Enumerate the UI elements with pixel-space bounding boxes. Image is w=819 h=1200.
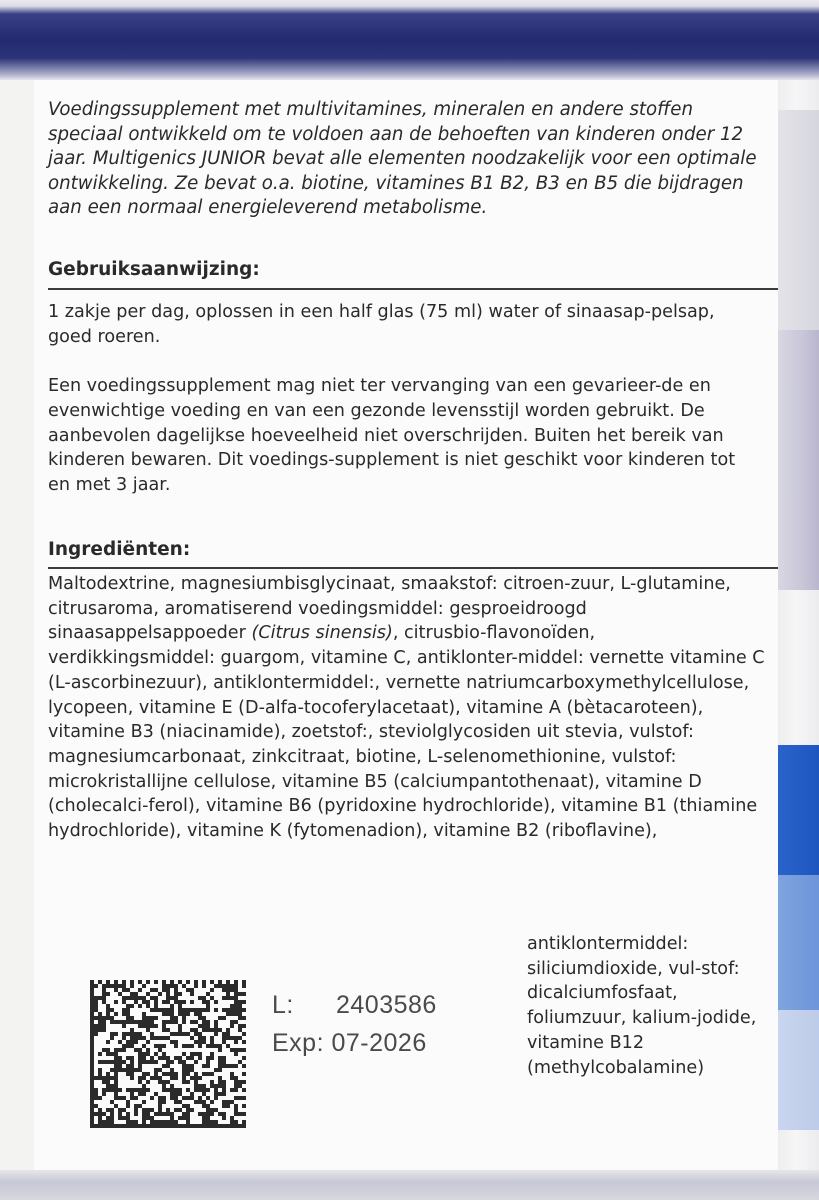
ingredients-latin-name: (Citrus sinensis) — [251, 623, 393, 644]
lot-number: 2403586 — [336, 991, 437, 1019]
side-stripe-mid-blue — [778, 875, 819, 1010]
usage-heading: Gebruiksaanwijzing: — [48, 259, 260, 280]
expiry-label: Exp: — [272, 1029, 325, 1057]
lot-number-row — [272, 986, 437, 1024]
side-stripe-pale-blue — [778, 1010, 819, 1130]
product-description: Voedingssupplement met multivitamines, mineralen en andere stoffen speciaal ontwikkeld om te voldoen aan de behoeften van kinderen onder 12 jaar. Multigenics JUNIOR bevat alle elementen noodzakelijk voor een optimale ontwikkeling. Ze bevat o.a. biotine, vitamines B1 B2, B3 en B5 die bijdragen aan een normaal energieleverend metabolisme. — [48, 99, 757, 218]
usage-warning: Een voedingssupplement mag niet ter vervanging van een gevarieer-de en evenwichtige voeding en van een gezonde levensstijl worden gebruikt. De aanbevolen dagelijkse hoeveelheid niet overschrijden. Buiten het bereik van kinderen bewaren. Dit voedings-supplement is niet geschikt voor kinderen tot en met 3 jaar. — [48, 376, 736, 496]
ingredients-text-2: , citrusbio-flavonoïden, verdikkingsmiddel: guargom, vitamine C, antiklonter-middel: vernette vitamine C (L-ascorbinezuur), antiklontermiddel:, vernette natriumcarboxymethylcellulose, lycopeen, vitamine E (D-alfa-tocoferylacetaat), vitamine A (bètacaroteen), vitamine B3 (niacinamide), zoetstof:, steviolglycosiden uit stevia, vulstof: magnesiumcarbonaat, zinkcitraat, biotine, L-selenomethionine, vulstof: microkristallijne cellulose, vitamine B5 (calciumpantothenaat), vitamine D (cholecalci-ferol), vitamine B6 (pyridoxine hydrochloride), vitamine B1 (thiamine hydrochloride), vitamine K (fytomenadion), vitamine B2 (riboflavine), — [48, 623, 765, 842]
ingredients-list — [48, 572, 766, 844]
expiry-row — [272, 1024, 437, 1062]
package-bottom-band — [0, 1170, 819, 1200]
side-stripe-lavender — [778, 330, 819, 590]
ingredients-list-continued: antiklontermiddel: siliciumdioxide, vul-stof: dicalciumfosfaat, foliumzuur, kalium-jodide, vitamine B12 (methylcobalamine) — [527, 934, 757, 1078]
datamatrix-code — [90, 980, 246, 1128]
usage-dosage: 1 zakje per dag, oplossen in een half glas (75 ml) water of sinaasap-pelsap, goed roeren. — [48, 302, 715, 347]
ingredients-heading: Ingrediënten: — [48, 539, 191, 560]
side-stripe-blue — [778, 745, 819, 875]
package-top-band — [0, 0, 819, 80]
usage-divider — [48, 288, 778, 290]
lot-info — [272, 986, 437, 1062]
expiry-date: 07-2026 — [331, 1029, 427, 1057]
lot-label: L: — [272, 991, 294, 1019]
ingredients-text-1: Maltodextrine, magnesiumbisglycinaat, smaakstof: citroen-zuur, L-glutamine, citrusaroma, aromatiserend voedingsmiddel: gesproeidroogd sinaasappelsappoeder — [48, 574, 731, 644]
side-stripe-grey — [778, 110, 819, 330]
ingredients-divider — [48, 567, 778, 569]
